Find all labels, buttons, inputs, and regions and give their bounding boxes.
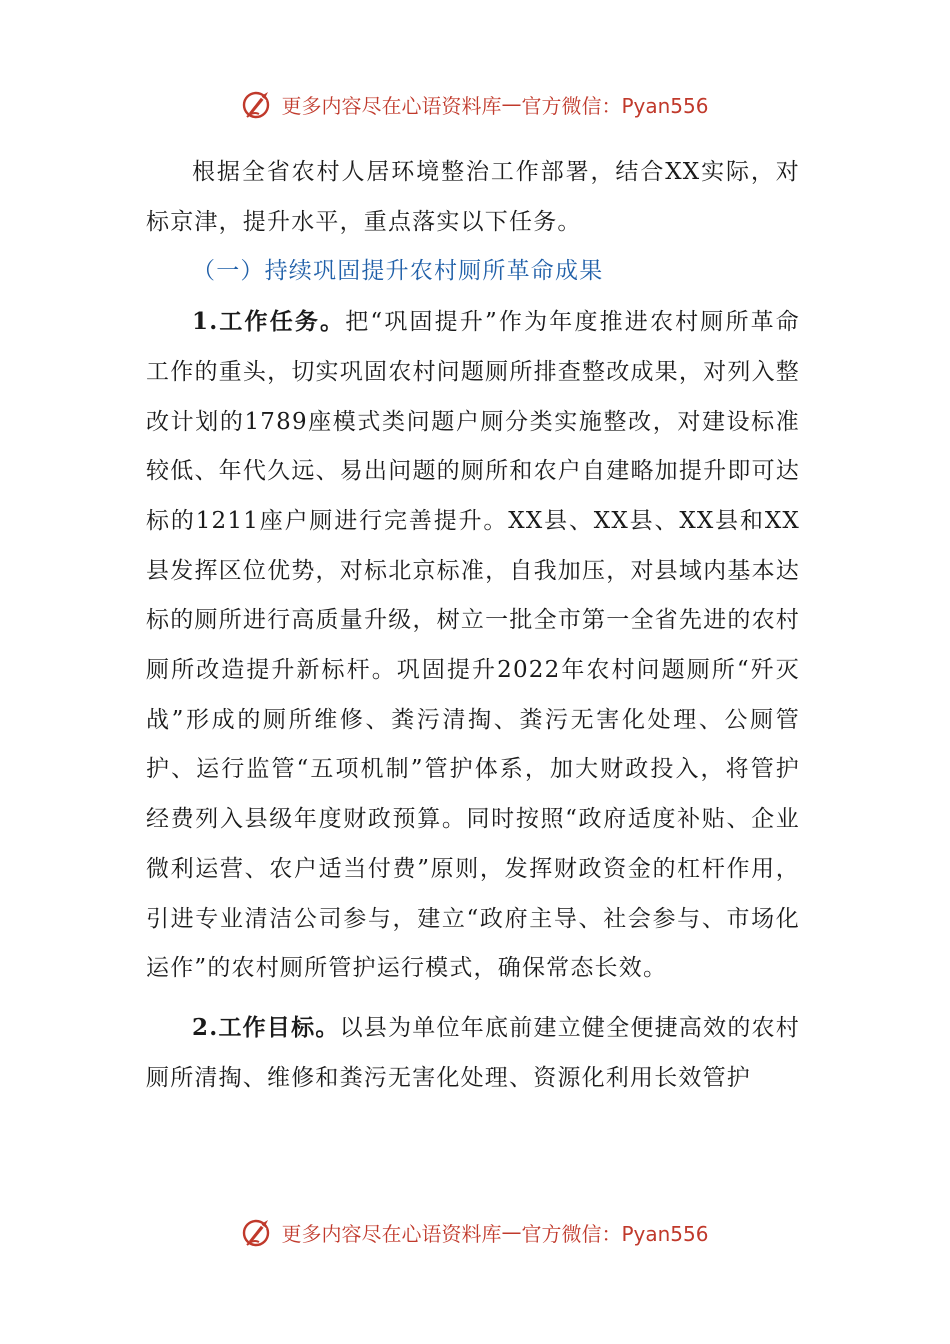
- header-banner: [0, 84, 950, 124]
- header-separator: —: [501, 92, 522, 116]
- footer-wechat: 官方微信：Pyan556: [521, 1221, 709, 1246]
- pen-nib-icon: [241, 87, 275, 121]
- footer-separator: —: [501, 1220, 522, 1244]
- item-1-label: 1.工作任务。: [192, 308, 346, 336]
- footer-banner: [0, 1212, 950, 1252]
- header-wechat: 官方微信：Pyan556: [521, 93, 709, 118]
- intro-paragraph: 根据全省农村人居环境整治工作部署，结合XX实际，对标京津，提升水平，重点落实以下任务。: [146, 159, 800, 235]
- header-text: 更多内容尽在心语资料库: [281, 93, 502, 118]
- document-body: [146, 148, 800, 1103]
- item-2-paragraph: [146, 1003, 800, 1103]
- section-1-title: （一）持续巩固提升农村厕所革命成果: [192, 258, 604, 285]
- item-2-label: 2.工作目标。: [192, 1013, 340, 1041]
- item-1-text: 把“巩固提升”作为年度推进农村厕所革命工作的重头，切实巩固农村问题厕所排查整改成果，对列入整改计划的1789座模式类问题户厕分类实施整改，对建设标准较低、年代久远、易出问题的厕所和农户自建略加提升即可达标的1211座户厕进行完善提升。XX县、XX县、XX县和XX县发挥区位优势，对标北京标准，自我加压，对县域内基本达标的厕所进行高质量升级，树立一批全市第一全省先进的农村厕所改造提升新标杆。巩固提升2022年农村问题厕所“歼灭战”形成的厕所维修、粪污清掏、粪污无害化处理、公厕管护、运行监管“五项机制”管护体系，加大财政投入，将管护经费列入县级年度财政预算。同时按照“政府适度补贴、企业微利运营、农户适当付费”原则，发挥财政资金的杠杆作用，引进专业清洁公司参与，建立“政府主导、社会参与、市场化运作”的农村厕所管护运行模式，确保常态长效。: [146, 309, 800, 982]
- item-1-paragraph: [146, 297, 800, 994]
- footer-text: 更多内容尽在心语资料库: [281, 1221, 502, 1246]
- item-2-text: 以县为单位年底前建立健全便捷高效的农村厕所清掏、维修和粪污无害化处理、资源化利用长效管护: [146, 1014, 800, 1091]
- pen-nib-icon: [241, 1215, 275, 1249]
